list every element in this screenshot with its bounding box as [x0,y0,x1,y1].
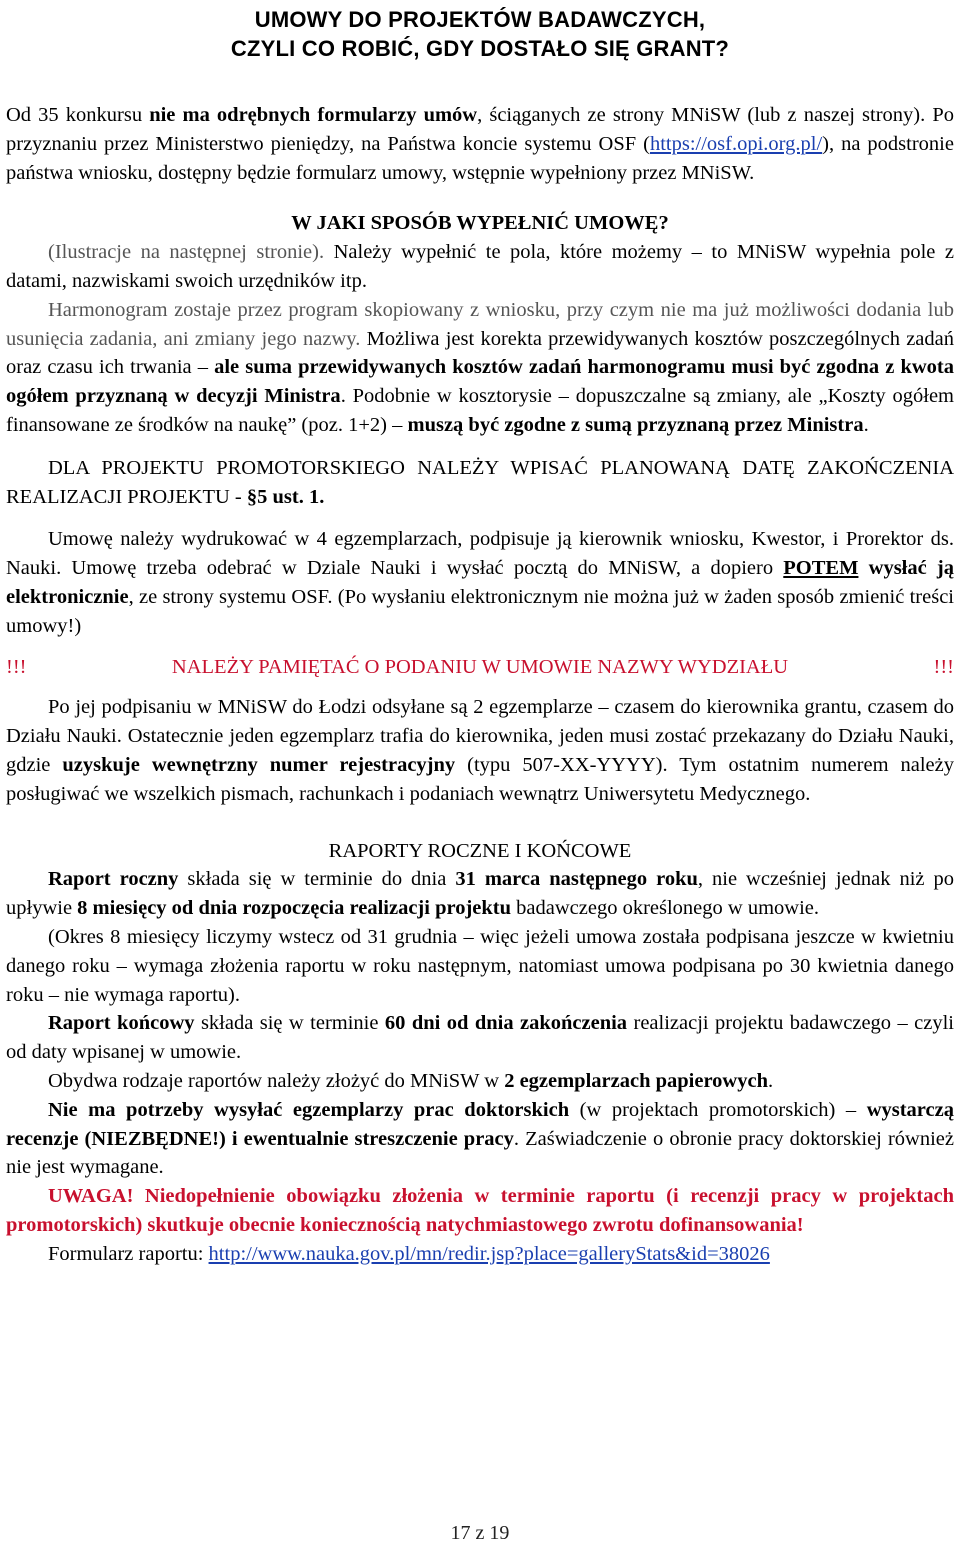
reports-heading-text: RAPORTY ROCZNE I KOŃCOWE [328,839,632,862]
faculty-warning [6,653,954,682]
both-text-2: . [768,1069,774,1092]
phd-text-2: . Zaświadczenie o obronie pracy doktorskiej również nie jest wymagane. [6,1127,954,1179]
intro-text-2: , ściąganych ze strony MNiSW (lub z naszej strony). Po przyznaniu przez Ministerstwo pieniędzy, na Państwa koncie systemu OSF ( [6,104,954,155]
page-number: 17 z 19 [450,1522,510,1544]
how-text: Należy wypełnić te pola, które możemy – to MNiSW wypełnia pole z datami, nazwiskami swoich urzędników itp. [6,241,954,292]
harmonogram-paragraph [6,296,954,440]
warning-exclaim-left: !!! [6,655,27,678]
after-sign-bold: uzyskuje wewnętrzny numer rejestracyjny [62,753,456,776]
final-text-1: składa się w terminie [194,1012,385,1035]
annual-period: 8 miesięcy od dnia rozpoczęcia realizacji projektu [77,897,512,920]
reports-heading [6,837,954,866]
report-form-link[interactable]: http://www.nauka.gov.pl/mn/redir.jsp?place=galleryStats&id=38026 [208,1242,770,1265]
annual-text-1: składa się w terminie do dnia [178,868,456,891]
promotor-paragraph [6,454,954,512]
intro-bold: nie ma odrębnych formularzy umów [149,104,478,126]
after-sign-paragraph [6,693,954,808]
phd-bold-1: Nie ma potrzeby wysyłać egzemplarzy prac doktorskich [48,1098,570,1121]
page-title [6,5,954,63]
form-paragraph [6,1240,954,1269]
how-heading [6,209,954,238]
document-page [6,0,954,1547]
how-paragraph [6,238,954,296]
uwaga-paragraph [6,1182,954,1240]
harmonogram-text-2: . Podobnie w kosztorysie – dopuszczalne są zmiany, ale „Koszty ogółem finansowane ze środków na naukę” (poz. 1+2) – [6,385,954,436]
uwaga-text: UWAGA! Niedopełnienie obowiązku złożenia w terminie raportu (i recenzji pracy w projektach promotorskich) skutkuje obecnie koniecznością natychmiastowego zwrotu dofinansowania! [6,1185,954,1236]
harmonogram-bold-1: ale suma przewidywanych kosztów zadań harmonogramu musi być zgodna z kwota ogółem przyznaną w decyzji Ministra [6,356,954,408]
promotor-text: DLA PROJEKTU PROMOTORSKIEGO NALEŻY WPISAĆ PLANOWANĄ DATĘ ZAKOŃCZENIA REALIZACJI PROJEKTU - [6,456,954,508]
period-paragraph [6,923,954,1009]
title-line-2: CZYLI CO ROBIĆ, GDY DOSTAŁO SIĘ GRANT? [230,36,730,61]
annual-text-3: badawczego określonego w umowie. [511,897,819,920]
print-text-1: Umowę należy wydrukować w 4 egzemplarzach, podpisuje ją kierownik wniosku, Kwestor, i Prorektor ds. Nauki. Umowę trzeba odebrać w Dziale Nauki i wysłać pocztą do MNiSW, a dopiero [6,528,954,580]
after-sign-text-2: (typu 507-XX-YYYY). Tym ostatnim numerem należy posługiwać we wszelkich pismach, rachunkach i podaniach wewnątrz Uniwersytetu Medycznego. [6,753,954,805]
intro-text-3: ), na podstronie państwa wniosku, dostępny będzie formularz umowy, wstępnie wypełniony przez MNiSW. [6,132,954,184]
annual-label: Raport roczny [48,868,179,891]
harmonogram-bold-2: muszą być zgodne z sumą przyznaną przez Ministra [407,413,864,436]
after-sign-text-1: Po jej podpisaniu w MNiSW do Łodzi odsyłane są 2 egzemplarze – czasem do kierownika grantu, czasem do Działu Nauki. Ostatecznie jeden egzemplarz trafia do kierownika, jeden musi zostać przekazany do Działu Nauki, gdzie [6,696,954,776]
warning-text: NALEŻY PAMIĘTAĆ O PODANIU W UMOWIE NAZWY WYDZIAŁU [171,655,789,678]
how-heading-text: W JAKI SPOSÓB WYPEŁNIĆ UMOWĘ? [291,212,669,235]
final-label: Raport końcowy [48,1012,195,1035]
harmonogram-text-3: . [863,413,869,436]
print-paragraph [6,525,954,640]
warning-exclaim-right: !!! [933,655,954,678]
illustrations-note: (Ilustracje na następnej stronie). [48,241,334,264]
print-potem: POTEM [783,557,859,580]
harmonogram-text-1: Możliwa jest korekta przewidywanych kosztów poszczególnych zadań oraz czasu ich trwania – [6,327,954,379]
period-text: (Okres 8 miesięcy liczymy wstecz od 31 grudnia – więc jeżeli umowa została podpisana jeszcze w kwietniu danego roku – wymaga złożenia raportu w roku następnym, natomiast umowa podpisana po 30 kwietnia danego roku – nie wymaga raportu). [6,925,954,1006]
both-text-1: Obydwa rodzaje raportów należy złożyć do MNiSW w [48,1069,505,1092]
annual-deadline: 31 marca następnego roku [455,868,698,891]
osf-link[interactable]: https://osf.opi.org.pl/ [649,132,823,155]
harmonogram-gray-text: Harmonogram zostaje przez program skopiowany z wniosku, przy czym nie ma już możliwości dodania lub usunięcia zadania, ani zmiany jego nazwy. [6,298,954,350]
phd-paragraph [6,1096,954,1182]
form-label: Formularz raportu: [48,1242,209,1265]
promotor-section: §5 ust. 1. [246,485,325,508]
final-text-2: realizacji projektu badawczego – czyli od daty wpisanej w umowie. [6,1012,954,1064]
intro-paragraph [6,101,954,187]
both-reports-paragraph [6,1067,954,1096]
annual-report-paragraph [6,865,954,923]
final-report-paragraph [6,1009,954,1067]
annual-text-2: , nie wcześniej jednak niż po upływie [6,868,954,920]
print-bold-2: wysłać ją elektronicznie [6,557,954,608]
phd-bold-2: wystarczą recenzje (NIEZBĘDNE!) i ewentualnie streszczenie pracy [6,1098,954,1150]
phd-text-1: (w projektach promotorskich) – [569,1098,867,1121]
intro-text-1: Od 35 konkursu [6,104,150,126]
both-bold: 2 egzemplarzach papierowych [504,1069,768,1092]
title-line-1: UMOWY DO PROJEKTÓW BADAWCZYCH, [254,7,706,32]
print-text-2: , ze strony systemu OSF. (Po wysłaniu elektronicznym nie można już w żaden sposób zmienić treści umowy!) [6,585,954,637]
final-deadline: 60 dni od dnia zakończenia [384,1012,628,1035]
